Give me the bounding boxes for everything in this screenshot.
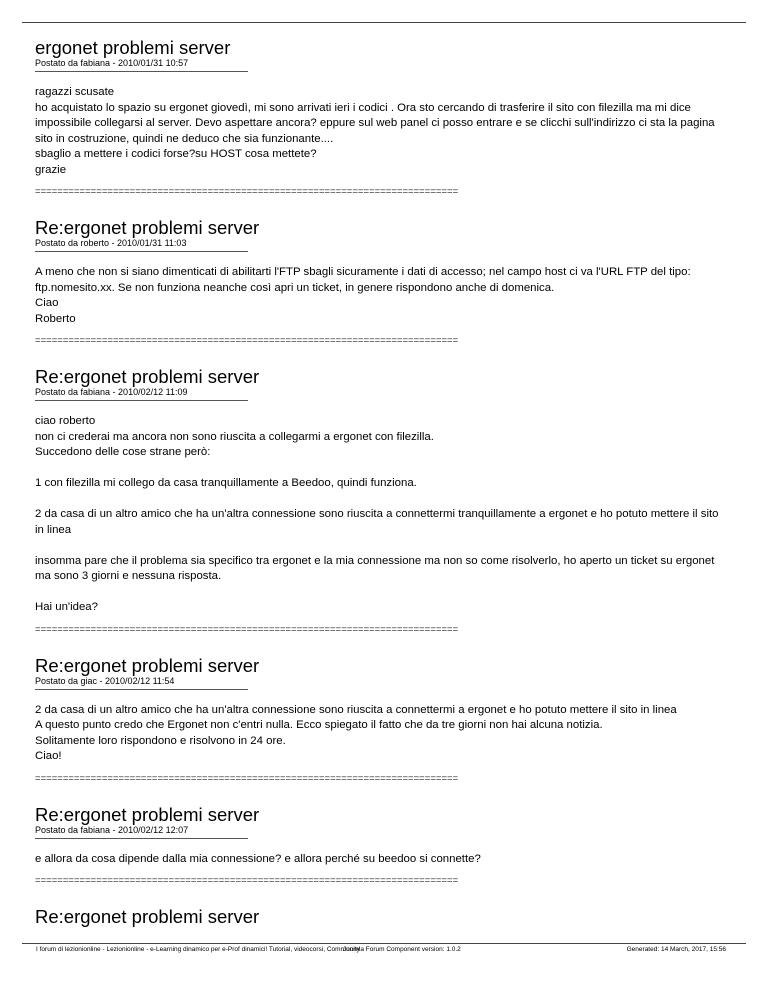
post-body <box>35 85 725 178</box>
forum-post <box>35 367 725 635</box>
post-paragraph: 2 da casa di un altro amico che ha un'altra connessione sono riuscita a connettermi tranquillamente a ergonet e ho potuto mettere il sito in linea <box>35 508 719 536</box>
post-spacer <box>35 197 725 218</box>
post-spacer <box>35 346 725 367</box>
post-paragraph: A questo punto credo che Ergonet non c'entri nulla. Ecco spiegato il fatto che da tre giorni non hai alcuna notizia. <box>35 719 603 731</box>
footer-component-version: Joomla Forum Component version: 1.0.2 <box>343 946 461 953</box>
forum-post <box>35 805 725 887</box>
post-paragraph: ho acquistato lo spazio su ergonet giovedì, mi sono arrivati ieri i codici . Ora sto cercando di trasferire il sito con filezilla ma mi dice impossibile collegarsi al server. Devo aspettare ancora? eppure sul web panel ci posso entrare e se clicchi sull'indirizzo ci sta la pagina sito in costruzione, quindi ne deduco che sia funzionante.... <box>35 101 715 145</box>
post-title: Re:ergonet problemi server <box>35 803 260 825</box>
post-body <box>35 265 725 327</box>
post-paragraph: sbaglio a mettere i codici forse?su HOST cosa mettete? <box>35 148 317 160</box>
post-meta: Postato da fabiana - 2010/01/31 10:57 <box>35 58 189 68</box>
post-paragraph: Hai un'idea? <box>35 601 98 613</box>
post-paragraph: 2 da casa di un altro amico che ha un'altra connessione sono riuscita a connettermi a ergonet e ho potuto mettere il sito in linea <box>35 703 677 716</box>
post-paragraph: Solitamente loro rispondono e risolvono in 24 ore. <box>35 734 286 747</box>
post-separator: ============================================================================ <box>35 335 459 346</box>
post-meta: Postato da fabiana - 2010/02/12 11:09 <box>35 387 188 397</box>
meta-divider <box>35 689 248 690</box>
post-paragraph: Succedono delle cose strane però: <box>35 446 211 458</box>
forum-post <box>35 38 725 197</box>
post-paragraph: e allora da cosa dipende dalla mia connessione? e allora perché su beedoo si connette? <box>35 852 481 865</box>
meta-divider <box>35 400 248 401</box>
post-meta: Postato da giac - 2010/02/12 11:54 <box>35 675 175 686</box>
post-paragraph: ragazzi scusate <box>35 86 115 98</box>
post-paragraph: 1 con filezilla mi collego da casa tranquillamente a Beedoo, quindi funziona. <box>35 477 417 489</box>
post-paragraph: Ciao <box>35 297 59 309</box>
post-paragraph: non ci crederai ma ancora non sono riuscita a collegarmi a ergonet con filezilla. <box>35 430 434 443</box>
post-paragraph: grazie <box>35 163 67 176</box>
footer-site-credit <box>36 946 360 954</box>
post-body <box>35 852 725 868</box>
post-paragraph: A meno che non si siano dimenticati di abilitarti l'FTP sbagli sicuramente i dati di accesso; nel campo host ci va l'URL FTP del tipo: ftp.nomesito.xx. Se non funziona neanche così apri un ticket, in genere rispondono anche di domenica. <box>35 266 691 294</box>
post-spacer <box>35 784 725 805</box>
post-meta: Postato da fabiana - 2010/02/12 12:07 <box>35 824 189 835</box>
post-title: Re:ergonet problemi server <box>35 217 260 238</box>
footer-generated-date: Generated: 14 March, 2017, 15:56 <box>626 946 726 953</box>
post-body <box>35 703 725 765</box>
post-title: Re:ergonet problemi server <box>35 906 260 927</box>
thread <box>35 38 725 927</box>
post-title: Re:ergonet problemi server <box>35 366 260 387</box>
post-meta: Postato da roberto - 2010/01/31 11:03 <box>35 238 187 248</box>
post-paragraph: insomma pare che il problema sia specifico tra ergonet e la mia connessione ma non so come risolverlo, ho aperto un ticket su ergonet ma sono 3 giorni e nessuna risposta. <box>35 554 715 582</box>
post-separator: ============================================================================ <box>35 623 459 635</box>
post-separator: ============================================================================ <box>35 186 459 197</box>
post-spacer <box>35 635 725 656</box>
meta-divider <box>35 251 248 252</box>
post-body <box>35 414 725 616</box>
meta-divider <box>35 838 248 839</box>
post-paragraph: Ciao! <box>35 750 62 762</box>
forum-post <box>35 656 725 784</box>
forum-post <box>35 218 725 346</box>
meta-divider <box>35 71 248 72</box>
top-rule <box>22 22 746 23</box>
post-paragraph: Roberto <box>35 312 76 325</box>
post-paragraph: ciao roberto <box>35 415 96 427</box>
footer-rule <box>22 943 746 944</box>
post-title: ergonet problemi server <box>35 37 231 58</box>
post-spacer <box>35 886 725 907</box>
post-separator: ============================================================================ <box>35 875 459 886</box>
post-title: Re:ergonet problemi server <box>35 654 260 676</box>
post-separator: ============================================================================ <box>35 772 459 784</box>
footer-site-text: I forum di lezionionline - Lezionionline - e-Learning dinamico per e-Prof dinamici! Tutorial, videocorsi, Community <box>36 946 360 953</box>
